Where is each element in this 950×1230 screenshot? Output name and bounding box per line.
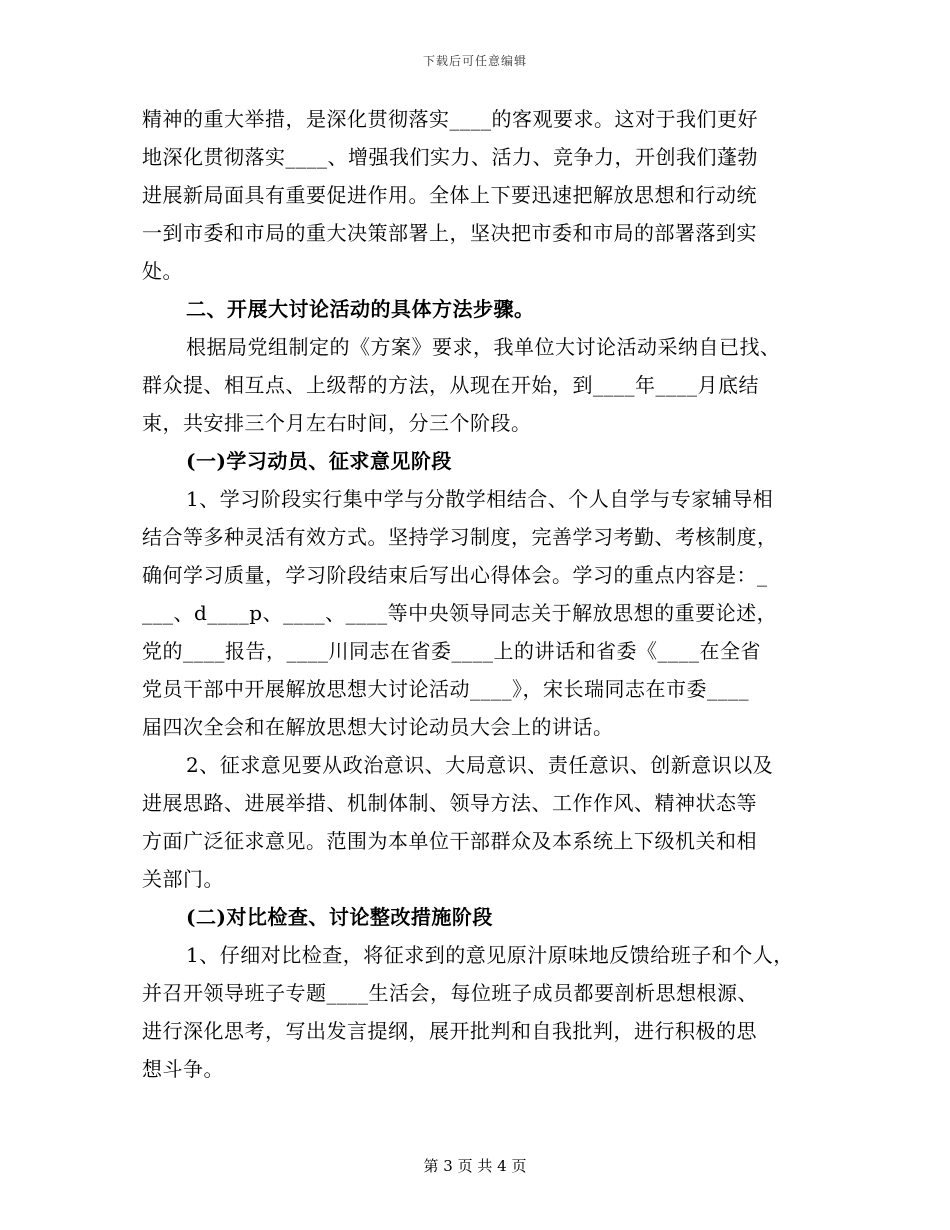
text-line: ___、d____p、____、____等中央领导同志关于解放思想的重要论述， — [142, 601, 778, 625]
text-line: 结合等多种灵活有效方式。坚持学习制度，完善学习考勤、考核制度， — [142, 525, 778, 549]
text-line: 进展思路、进展举措、机制体制、领导方法、工作作风、精神状态等 — [142, 791, 757, 815]
text-line: 进行深化思考，写出发言提纲，展开批判和自我批判，进行积极的思 — [142, 1019, 757, 1043]
text-line: 届四次全会和在解放思想大讨论动员大会上的讲话。 — [142, 715, 614, 739]
page-header: 下载后可任意编辑 — [422, 54, 527, 68]
document-body — [142, 100, 822, 1088]
text-line: 确何学习质量，学习阶段结束后写出心得体会。学习的重点内容是：_ — [142, 563, 768, 587]
subsection-heading: (二)对比检查、讨论整改措施阶段 — [186, 905, 493, 929]
text-line: 束，共安排三个月左右时间，分三个阶段。 — [142, 411, 532, 435]
text-line: 关部门。 — [142, 867, 224, 891]
text-line: 并召开领导班子专题____生活会，每位班子成员都要剖析思想根源、 — [142, 981, 758, 1005]
subsection-heading: (一)学习动员、征求意见阶段 — [186, 449, 452, 473]
text-line: 进展新局面具有重要促进作用。全体上下要迅速把解放思想和行动统 — [142, 183, 757, 207]
section-heading: 二、开展大讨论活动的具体方法步骤。 — [186, 297, 535, 321]
text-line: 精神的重大举措，是深化贯彻落实____的客观要求。这对于我们更好 — [142, 107, 758, 131]
text-line: 想斗争。 — [142, 1057, 224, 1081]
text-line: 根据局党组制定的《方案》要求，我单位大讨论活动采纳自已找、 — [186, 335, 781, 359]
page-footer: 第 3 页 共 4 页 — [423, 1157, 527, 1175]
text-line: 处。 — [142, 259, 183, 283]
text-line: 方面广泛征求意见。范围为本单位干部群众及本系统上下级机关和相 — [142, 829, 757, 853]
text-line: 1、仔细对比检查，将征求到的意见原汁原味地反馈给班子和个人， — [186, 943, 794, 967]
text-line: 党的____报告，____川同志在省委____上的讲话和省委《____在全省 — [142, 639, 761, 663]
text-line: 党员干部中开展解放思想大讨论活动____》，宋长瑞同志在市委____ — [142, 677, 749, 701]
text-line: 2、征求意见要从政治意识、大局意识、责任意识、创新意识以及 — [186, 753, 774, 777]
text-line: 群众提、相互点、上级帮的方法，从现在开始，到____年____月底结 — [142, 373, 759, 397]
text-line: 地深化贯彻落实____、增强我们实力、活力、竞争力，开创我们蓬勃 — [142, 145, 758, 169]
text-line: 一到市委和市局的重大决策部署上，坚决把市委和市局的部署落到实 — [142, 221, 757, 245]
text-line: 1、学习阶段实行集中学与分散学相结合、个人自学与专家辅导相 — [186, 487, 774, 511]
